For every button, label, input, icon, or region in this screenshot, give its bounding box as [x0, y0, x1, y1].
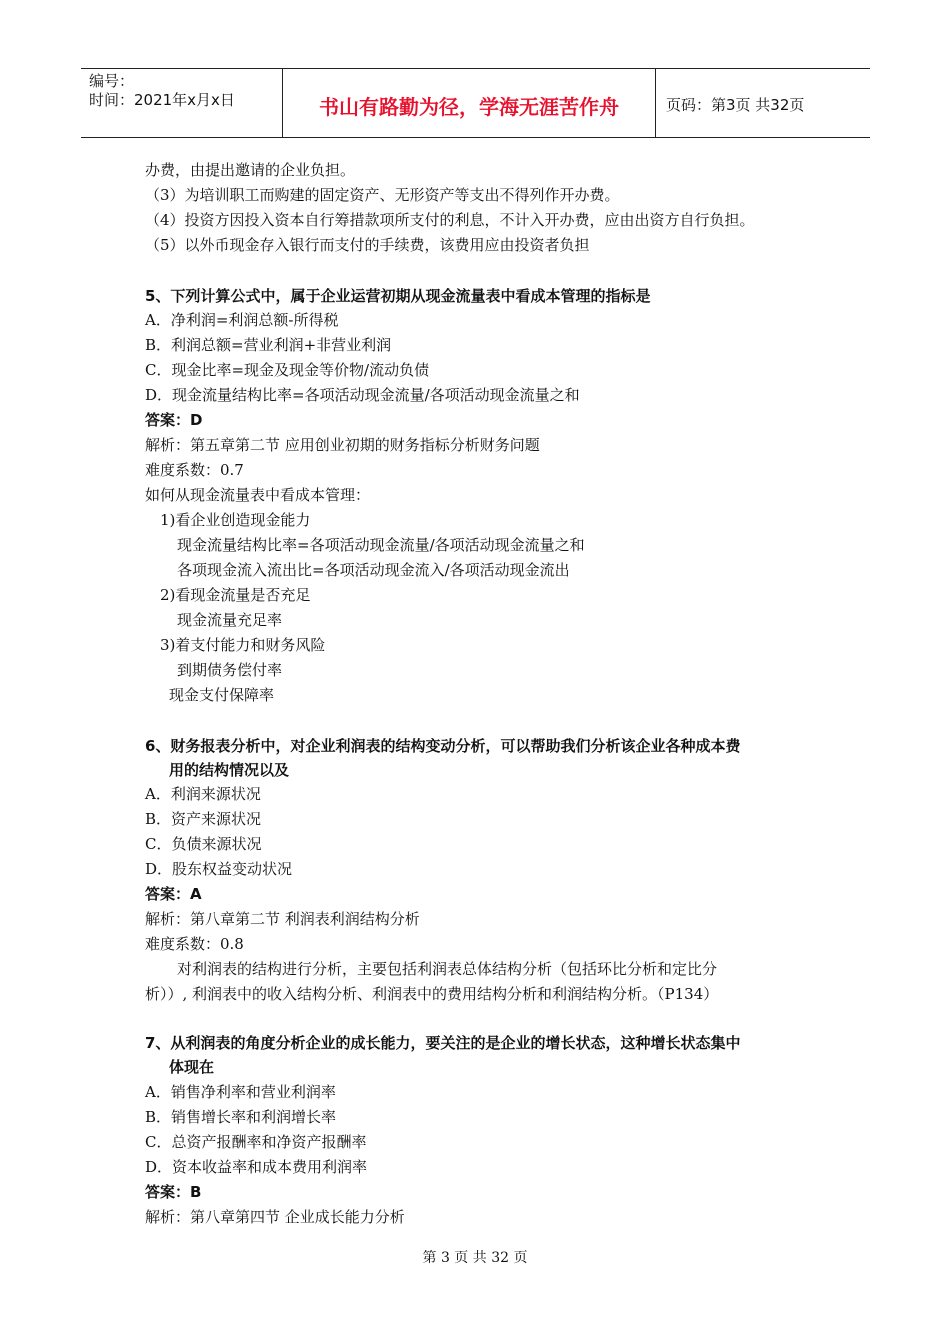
- question-6-option-b: B．资产来源状况: [145, 810, 262, 828]
- question-5-option-c: C．现金比率=现金及现金等价物/流动负债: [145, 361, 430, 379]
- question-5-analysis: 解析：第五章第二节 应用创业初期的财务指标分析财务问题: [145, 436, 540, 454]
- question-5-note: 1)看企业创造现金能力: [160, 511, 311, 529]
- question-5-note: 现金支付保障率: [169, 686, 275, 704]
- header-motto-cell: [283, 69, 656, 137]
- question-5-difficulty: 难度系数：0.7: [145, 461, 244, 479]
- question-6-answer: 答案：A: [145, 885, 202, 903]
- question-6-explanation: 对利润表的结构进行分析，主要包括利润表总体结构分析（包括环比分析和定比分: [177, 960, 718, 978]
- question-6-option-c: C．负债来源状况: [145, 835, 262, 853]
- question-5-note: 2)看现金流量是否充足: [160, 586, 311, 604]
- question-6-title: 6、财务报表分析中，对企业利润表的结构变动分析，可以帮助我们分析该企业各种成本费: [145, 737, 741, 755]
- question-5-note: 如何从现金流量表中看成本管理：: [145, 486, 371, 504]
- question-5-note: 现金流量充足率: [177, 611, 283, 629]
- question-7-option-c: C．总资产报酬率和净资产报酬率: [145, 1133, 367, 1151]
- header-page-cell: [656, 69, 870, 137]
- continued-text-line: （3）为培训职工而购建的固定资产、无形资产等支出不得列作开办费。: [145, 186, 620, 204]
- question-7-option-a: A．销售净利率和营业利润率: [145, 1083, 336, 1101]
- question-5-note: 各项现金流入流出比=各项活动现金流入/各项活动现金流出: [177, 561, 570, 579]
- continued-text-line: （4）投资方因投入资本自行筹措款项所支付的利息，不计入开办费，应由出资方自行负担。: [145, 211, 755, 229]
- document-time-label: 时间：2021年x月x日: [89, 91, 235, 109]
- question-7-analysis: 解析：第八章第四节 企业成长能力分析: [145, 1208, 405, 1226]
- question-7-option-b: B．销售增长率和利润增长率: [145, 1108, 337, 1126]
- question-7-title: 7、从利润表的角度分析企业的成长能力，要关注的是企业的增长状态，这种增长状态集中: [145, 1034, 741, 1052]
- question-5-note: 3)着支付能力和财务风险: [160, 636, 326, 654]
- document-number-label: 编号：: [89, 72, 135, 90]
- question-7-title-continued: 体现在: [169, 1058, 215, 1076]
- question-7-option-d: D．资本收益率和成本费用利润率: [145, 1158, 368, 1176]
- page-header: [81, 68, 870, 138]
- question-6-difficulty: 难度系数：0.8: [145, 935, 244, 953]
- page-footer: 第 3 页 共 32 页: [422, 1250, 528, 1266]
- question-6-analysis: 解析：第八章第二节 利润表利润结构分析: [145, 910, 420, 928]
- header-info-cell: [81, 69, 283, 137]
- question-5-answer: 答案：D: [145, 411, 203, 429]
- continued-text-line: （5）以外币现金存入银行而支付的手续费，该费用应由投资者负担: [145, 236, 590, 254]
- question-6-title-continued: 用的结构情况以及: [169, 761, 290, 779]
- question-5-option-a: A．净利润=利润总额-所得税: [145, 311, 339, 329]
- question-7-answer: 答案：B: [145, 1183, 202, 1201]
- question-5-option-b: B．利润总额=营业利润+非营业利润: [145, 336, 392, 354]
- question-6-option-a: A．利润来源状况: [145, 785, 261, 803]
- question-6-explanation-continued: 析））, 利润表中的收入结构分析、利润表中的费用结构分析和利润结构分析。（P134）: [145, 985, 719, 1003]
- question-6-option-d: D．股东权益变动状况: [145, 860, 293, 878]
- continued-text-line: 办费，由提出邀请的企业负担。: [145, 161, 356, 179]
- question-5-note: 到期债务偿付率: [177, 661, 283, 679]
- header-motto: 书山有路勤为径，学海无涯苦作舟: [319, 95, 619, 119]
- question-5-title: 5、下列计算公式中，属于企业运营初期从现金流量表中看成本管理的指标是: [145, 287, 651, 305]
- question-5-note: 现金流量结构比率=各项活动现金流量/各项活动现金流量之和: [177, 536, 585, 554]
- question-5-option-d: D．现金流量结构比率=各项活动现金流量/各项活动现金流量之和: [145, 386, 580, 404]
- header-page-number: 页码：第3页 共32页: [666, 96, 805, 114]
